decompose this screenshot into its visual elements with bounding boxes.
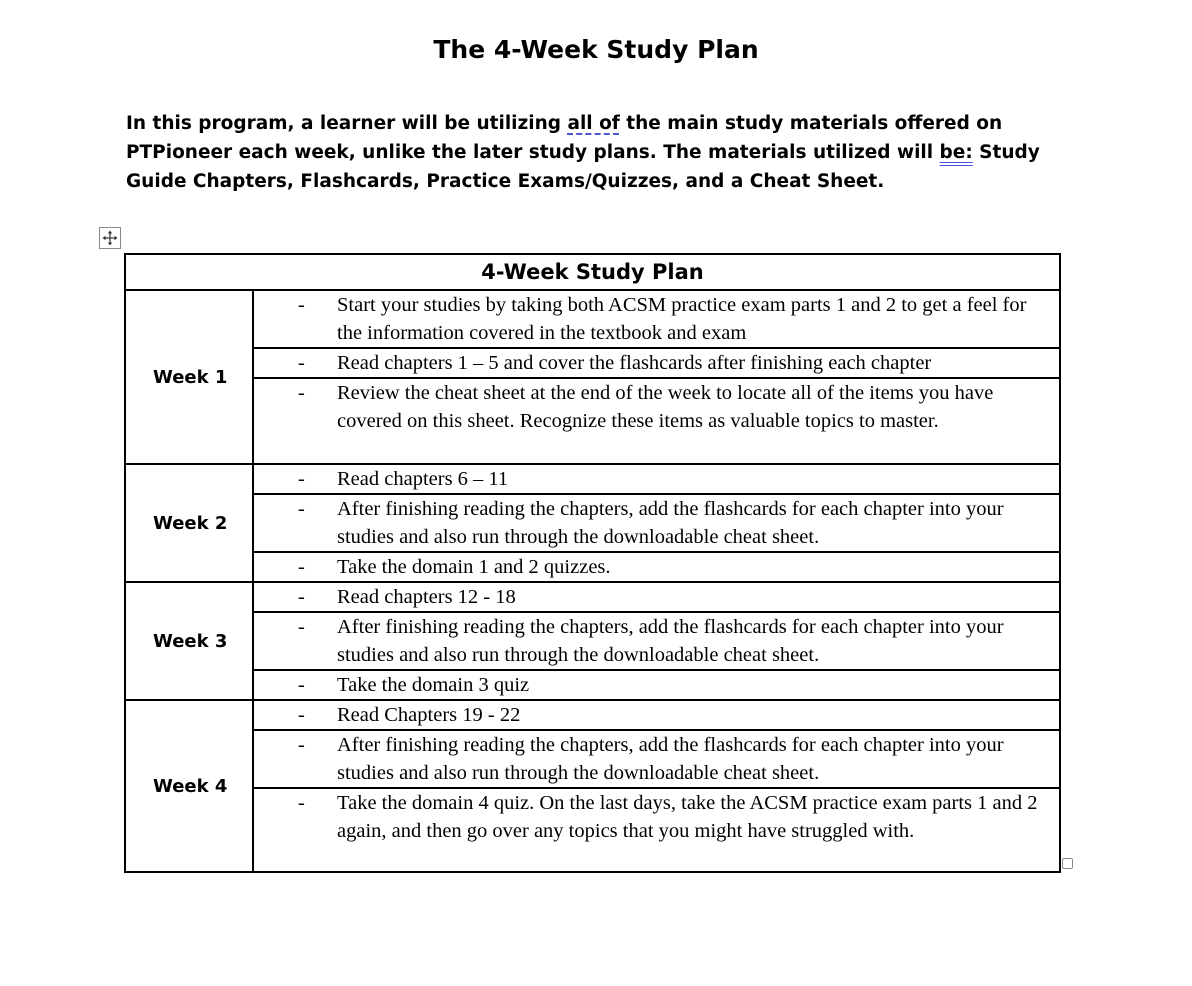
task-item <box>254 671 1059 699</box>
task-text: After finishing reading the chapters, add the flashcards for each chapter into your studies and also run through the downloadable cheat sheet. <box>337 734 1004 784</box>
task-cell <box>253 730 1060 788</box>
week-label-4: Week 4 <box>125 700 253 872</box>
task-text: Read chapters 6 – 11 <box>337 468 509 490</box>
task-item <box>254 465 1059 493</box>
task-cell <box>253 552 1060 582</box>
bullet-dash: - <box>298 674 305 696</box>
table-row <box>125 700 1060 730</box>
bullet-dash: - <box>298 586 305 608</box>
table-move-handle[interactable] <box>99 227 121 249</box>
task-item <box>254 291 1059 347</box>
table-row <box>125 494 1060 552</box>
task-cell <box>253 788 1060 872</box>
bullet-dash: - <box>298 382 305 404</box>
bullet-dash: - <box>298 734 305 756</box>
task-text: Take the domain 4 quiz. On the last days, take the ACSM practice exam parts 1 and 2 again, and then go over any topics that you might have struggled with. <box>337 792 1038 842</box>
task-item <box>254 731 1059 787</box>
task-cell <box>253 464 1060 494</box>
table-row <box>125 552 1060 582</box>
table-row <box>125 788 1060 872</box>
intro-text-2: the main study materials offered on PTPioneer each week, unlike the later study plans. The materials utilized will <box>126 113 1003 163</box>
bullet-dash: - <box>298 704 305 726</box>
week-label-3: Week 3 <box>125 582 253 700</box>
task-text: Take the domain 1 and 2 quizzes. <box>337 556 611 578</box>
task-text: Review the cheat sheet at the end of the week to locate all of the items you have covered on this sheet. Recognize these items as valuable topics to master. <box>337 382 994 432</box>
task-text: After finishing reading the chapters, add the flashcards for each chapter into your studies and also run through the downloadable cheat sheet. <box>337 498 1004 548</box>
task-item <box>254 789 1059 845</box>
task-item <box>254 495 1059 551</box>
task-item <box>254 583 1059 611</box>
task-cell <box>253 494 1060 552</box>
task-text: Read chapters 12 - 18 <box>337 586 516 608</box>
task-text: Read Chapters 19 - 22 <box>337 704 521 726</box>
task-cell <box>253 670 1060 700</box>
table-row <box>125 378 1060 464</box>
bullet-dash: - <box>298 556 305 578</box>
study-plan-table <box>124 253 1061 873</box>
table-row <box>125 582 1060 612</box>
bullet-dash: - <box>298 498 305 520</box>
bullet-dash: - <box>298 792 305 814</box>
table-row <box>125 290 1060 348</box>
intro-text-3: Study Guide Chapters, Flashcards, Practice Exams/Quizzes, and a Cheat Sheet. <box>126 142 1040 192</box>
grammar-flag-all-of[interactable]: all of <box>567 113 620 134</box>
week-label-1: Week 1 <box>125 290 253 464</box>
table-row <box>125 670 1060 700</box>
task-cell <box>253 700 1060 730</box>
task-text: After finishing reading the chapters, add the flashcards for each chapter into your studies and also run through the downloadable cheat sheet. <box>337 616 1004 666</box>
table-row <box>125 730 1060 788</box>
task-text: Start your studies by taking both ACSM practice exam parts 1 and 2 to get a feel for the information covered in the textbook and exam <box>337 294 1027 344</box>
task-text: Take the domain 3 quiz <box>337 674 530 696</box>
task-cell <box>253 290 1060 348</box>
task-cell <box>253 612 1060 670</box>
week-label-2: Week 2 <box>125 464 253 582</box>
task-cell <box>253 378 1060 464</box>
table-row <box>125 348 1060 378</box>
task-item <box>254 379 1059 435</box>
move-arrows-icon <box>102 230 118 246</box>
table-title: 4-Week Study Plan <box>125 254 1060 290</box>
table-row <box>125 612 1060 670</box>
intro-paragraph <box>126 109 1076 196</box>
task-cell <box>253 348 1060 378</box>
task-item <box>254 701 1059 729</box>
table-row <box>125 464 1060 494</box>
task-cell <box>253 582 1060 612</box>
bullet-dash: - <box>298 468 305 490</box>
grammar-flag-be[interactable]: be: <box>939 142 973 163</box>
bullet-dash: - <box>298 294 305 316</box>
task-item <box>254 349 1059 377</box>
task-item <box>254 553 1059 581</box>
bullet-dash: - <box>298 616 305 638</box>
intro-text-1: In this program, a learner will be utilizing <box>126 113 568 134</box>
table-resize-handle[interactable] <box>1062 858 1073 869</box>
task-text: Read chapters 1 – 5 and cover the flashcards after finishing each chapter <box>337 352 932 374</box>
task-item <box>254 613 1059 669</box>
table-title-row <box>125 254 1060 290</box>
page-title: The 4-Week Study Plan <box>433 35 759 64</box>
bullet-dash: - <box>298 352 305 374</box>
